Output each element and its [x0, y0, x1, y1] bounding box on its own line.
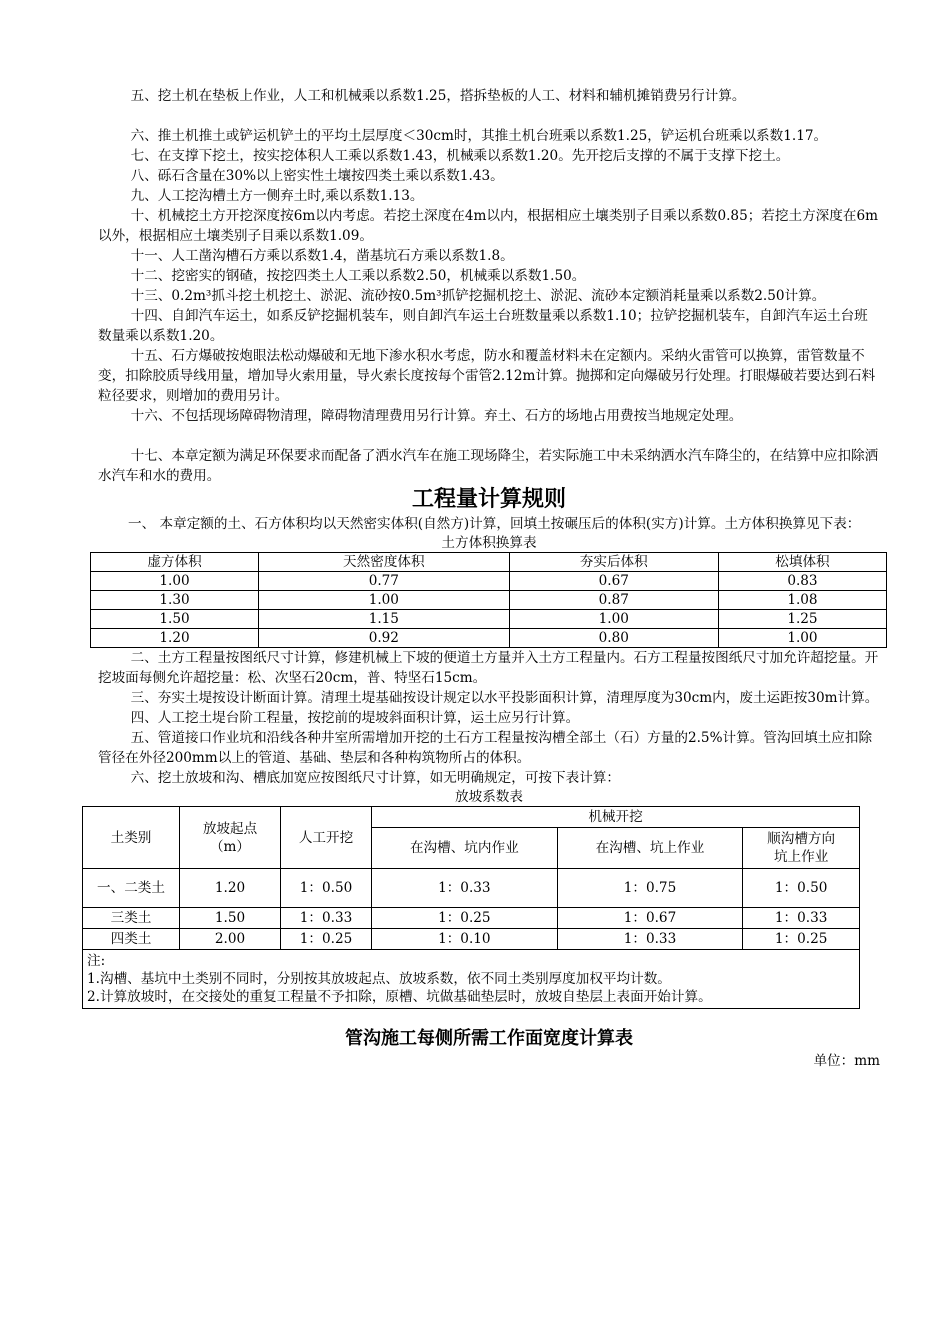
table-cell: 1.00	[91, 572, 259, 591]
section-title: 工程量计算规则	[411, 487, 566, 512]
table-row	[91, 591, 887, 610]
table-header: 人工开挖	[281, 807, 372, 869]
unit-label: 单位：mm	[813, 1053, 880, 1069]
paragraph-6: 六、推土机推土或铲运机铲土的平均土层厚度＜30cm时，其推土机台班乘以系数1.25，铲运机台班乘以系数1.17。	[130, 128, 828, 144]
table-notes-row	[83, 950, 860, 1009]
table-cell: 0.92	[259, 629, 510, 648]
paragraph-7: 七、在支撑下挖土，按实挖体积人工乘以系数1.43，机械乘以系数1.20。先开挖后支撑的不属于支撑下挖土。	[130, 148, 790, 164]
table-cell: 1.25	[718, 610, 886, 629]
document-page	[87, 86, 880, 1071]
table-cell: 1.50	[91, 610, 259, 629]
table-cell: 四类土	[83, 929, 180, 950]
paragraph-13: 十三、0.2m³抓斗挖土机挖土、淤泥、流砂按0.5m³抓铲挖掘机挖土、淤泥、流砂本定额消耗量乘以系数2.50计算。	[130, 288, 826, 304]
rule-6: 六、挖土放坡和沟、槽底加宽应按图纸尺寸计算，如无明确规定，可按下表计算：	[130, 770, 620, 786]
paragraph-11: 十一、人工凿沟槽石方乘以系数1.4，凿基坑石方乘以系数1.8。	[130, 248, 514, 264]
table-cell: 1：0.25	[281, 929, 372, 950]
table-cell: 1.50	[180, 908, 281, 929]
table-cell: 一、二类土	[83, 869, 180, 908]
table-header: 在沟槽、坑上作业	[557, 828, 743, 869]
table-cell: 1：0.33	[743, 908, 860, 929]
table-cell: 1.20	[180, 869, 281, 908]
table-cell: 1.00	[718, 629, 886, 648]
table-header: 虚方体积	[91, 553, 259, 572]
table-cell: 1.15	[259, 610, 510, 629]
table-row	[83, 929, 860, 950]
table-cell: 1：0.67	[557, 908, 743, 929]
paragraph-9: 九、人工挖沟槽土方一侧弃土时,乘以系数1.13。	[130, 188, 424, 204]
table-row	[91, 610, 887, 629]
rule-4: 四、人工挖土堤台阶工程量，按挖前的堤坡斜面积计算，运土应另行计算。	[130, 710, 580, 726]
table1-caption: 土方体积换算表	[441, 535, 537, 551]
table-row	[83, 869, 860, 908]
rule-1: 一、 本章定额的土、石方体积均以天然密实体积(自然方)计算，回填土按碾压后的体积(实方)计算。土方体积换算见下表：	[128, 516, 861, 532]
note-2: 2.计算放坡时，在交接处的重复工程量不予扣除，原槽、坑做基础垫层时，放坡自垫层上表面开始计算。	[87, 989, 712, 1005]
table-cell: 三类土	[83, 908, 180, 929]
table-header: 土类别	[83, 807, 180, 869]
table-cell: 2.00	[180, 929, 281, 950]
table-cell: 1.30	[91, 591, 259, 610]
table-header: 放坡起点 （m）	[180, 807, 281, 869]
paragraph-14: 十四、自卸汽车运土，如系反铲挖掘机装车，则自卸汽车运土台班数量乘以系数1.10；拉铲挖掘机装车，自卸汽车运土台班数量乘以系数1.20。	[98, 308, 868, 344]
earthwork-volume-table	[90, 552, 887, 648]
table-cell: 1：0.10	[372, 929, 558, 950]
paragraph-16: 十六、不包括现场障碍物清理，障碍物清理费用另行计算。弃土、石方的场地占用费按当地规定处理。	[130, 408, 743, 424]
table-header: 天然密度体积	[259, 553, 510, 572]
note-1: 1.沟槽、基坑中土类别不同时，分别按其放坡起点、放坡系数，依不同土类别厚度加权平均计数。	[87, 971, 671, 987]
table-notes	[83, 950, 860, 1009]
table-cell: 1：0.33	[557, 929, 743, 950]
table-cell: 0.80	[509, 629, 718, 648]
table-header: 机械开挖	[372, 807, 860, 828]
paragraph-5: 五、挖土机在垫板上作业，人工和机械乘以系数1.25，搭拆垫板的人工、材料和辅机摊销费另行计算。	[130, 88, 746, 104]
paragraph-15: 十五、石方爆破按炮眼法松动爆破和无地下渗水积水考虑，防水和覆盖材料未在定额内。采纳火雷管可以换算，雷管数量不变，扣除胶质导线用量，增加导火索用量，导火索长度按每个雷管2.12m计算。抛掷和定向爆破另行处理。打眼爆破若要达到石料粒径要求，则增加的费用另计。	[98, 348, 876, 404]
slope-coefficient-table	[82, 806, 860, 1009]
table-cell: 0.77	[259, 572, 510, 591]
table-header-row	[83, 807, 860, 828]
paragraph-17: 十七、本章定额为满足环保要求而配备了洒水汽车在施工现场降尘，若实际施工中未采纳洒水汽车降尘的，在结算中应扣除洒水汽车和水的费用。	[98, 448, 879, 484]
table-row	[91, 572, 887, 591]
table-row	[83, 908, 860, 929]
table-cell: 0.87	[509, 591, 718, 610]
table-header: 在沟槽、坑内作业	[372, 828, 558, 869]
rule-5: 五、管道接口作业坑和沿线各种井室所需增加开挖的土石方工程量按沟槽全部土（石）方量的2.5%计算。管沟回填土应扣除管径在外径200mm以上的管道、基础、垫层和各种构筑物所占的体积。	[98, 730, 873, 766]
paragraph-12: 十二、挖密实的钢碴，按挖四类土人工乘以系数2.50，机械乘以系数1.50。	[130, 268, 586, 284]
paragraph-10: 十、机械挖土方开挖深度按6m以内考虑。若挖土深度在4m以内，根据相应土壤类别子目乘以系数0.85；若挖土方深度在6m以外，根据相应土壤类别子目乘以系数1.09。	[98, 208, 879, 244]
table-cell: 1：0.75	[557, 869, 743, 908]
rule-2: 二、土方工程量按图纸尺寸计算，修建机械上下坡的便道土方量并入土方工程量内。石方工程量按图纸尺寸加允许超挖量。开挖坡面每侧允许超挖量：松、次坚石20cm，普、特坚石15cm。	[98, 650, 879, 686]
table-row	[91, 629, 887, 648]
table-cell: 1：0.33	[281, 908, 372, 929]
table-header: 夯实后体积	[509, 553, 718, 572]
table-cell: 0.83	[718, 572, 886, 591]
table-cell: 1.00	[509, 610, 718, 629]
work-surface-table-title: 管沟施工每侧所需工作面宽度计算表	[345, 1028, 633, 1049]
table-cell: 0.67	[509, 572, 718, 591]
table2-caption: 放坡系数表	[455, 789, 523, 805]
table-header-row	[91, 553, 887, 572]
table-header: 顺沟槽方向 坑上作业	[743, 828, 860, 869]
note-label: 注:	[87, 953, 106, 969]
paragraph-8: 八、砾石含量在30%以上密实性土壤按四类土乘以系数1.43。	[130, 168, 504, 184]
table-cell: 1.20	[91, 629, 259, 648]
rule-3: 三、夯实土堤按设计断面计算。清理土堤基础按设计规定以水平投影面积计算，清理厚度为30cm内，废土运距按30m计算。	[130, 690, 879, 706]
table-cell: 1：0.25	[743, 929, 860, 950]
table-cell: 1：0.50	[743, 869, 860, 908]
table-cell: 1.00	[259, 591, 510, 610]
table-cell: 1.08	[718, 591, 886, 610]
table-cell: 1：0.33	[372, 869, 558, 908]
table-cell: 1：0.25	[372, 908, 558, 929]
table-header: 松填体积	[718, 553, 886, 572]
table-cell: 1：0.50	[281, 869, 372, 908]
